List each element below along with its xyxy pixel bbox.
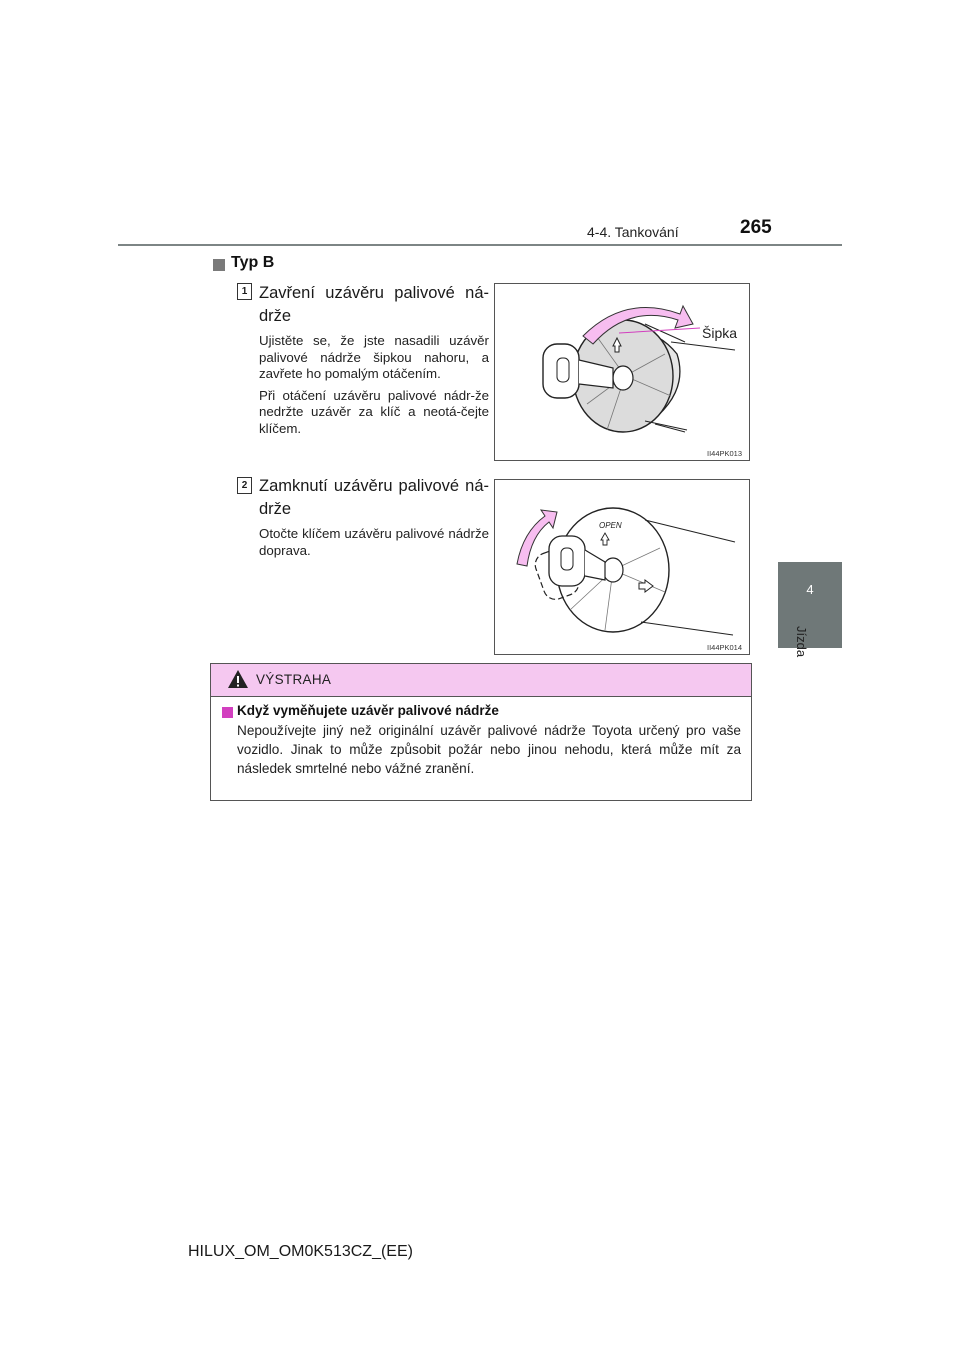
chapter-label: Jízda: [794, 626, 809, 658]
warning-subtitle: [221, 703, 741, 718]
step-2-title-line1: Zamknutí uzávěru palivové ná-: [259, 477, 489, 495]
document-code: HILUX_OM_OM0K513CZ_(EE): [188, 1243, 413, 1260]
chapter-tab: [778, 562, 842, 648]
warning-content: [211, 697, 751, 778]
step-2-body: [259, 526, 489, 564]
step-1-title: [259, 282, 489, 328]
figure-open-label: OPEN: [599, 521, 622, 530]
warning-box: [210, 663, 752, 801]
header-divider: [118, 244, 842, 246]
figure-lock-fuel-cap: [494, 479, 750, 655]
step-1-title-line1: Zavření uzávěru palivové ná-: [259, 284, 489, 302]
step-2-title-line2: drže: [259, 500, 292, 518]
step-2-title: [259, 475, 489, 521]
warning-header: [211, 664, 751, 697]
step-1-paragraph-1: Ujistěte se, že jste nasadili uzávěr palivové nádrže šipkou nahoru, a zavřete ho pomalým otáčením.: [259, 333, 489, 381]
step-1-paragraph-2: Při otáčení uzávěru palivové nádr-že nedržte uzávěr za klíč a neotá-čejte klíčem.: [259, 387, 489, 436]
subsection-bullet-icon: [213, 259, 225, 271]
step-number-2: 2: [237, 477, 252, 494]
page-number: 265: [740, 217, 772, 238]
warning-text: Nepoužívejte jiný než originální uzávěr palivové nádrže Toyota určený pro vaše vozidlo. Jinak to může způsobit požár nebo jinou nehodu, která může mít za následek smrtelné nebo vážné zranění.: [237, 723, 741, 776]
subsection-title: Typ B: [231, 254, 275, 271]
warning-title: VÝSTRAHA: [256, 672, 332, 687]
section-title: 4-4. Tankování: [587, 224, 679, 240]
step-2-paragraph-1: Otočte klíčem uzávěru palivové nádrže doprava.: [259, 526, 489, 558]
step-number-1: 1: [237, 283, 252, 300]
step-1-title-line2: drže: [259, 307, 292, 325]
fuel-cap-close-illustration: [495, 284, 749, 460]
warning-triangle-icon: [227, 669, 249, 689]
warning-bullet-icon: [222, 707, 233, 718]
chapter-number: 4: [806, 582, 814, 597]
fuel-cap-lock-illustration: [495, 480, 749, 654]
figure-code-2: II44PK014: [707, 643, 743, 652]
figure-code-1: II44PK013: [707, 449, 743, 458]
figure-close-fuel-cap: [494, 283, 750, 461]
warning-subtitle-text: Když vyměňujete uzávěr palivové nádrže: [237, 703, 499, 718]
figure-callout-arrow-label: Šipka: [702, 325, 738, 341]
step-1-body: [259, 333, 489, 442]
